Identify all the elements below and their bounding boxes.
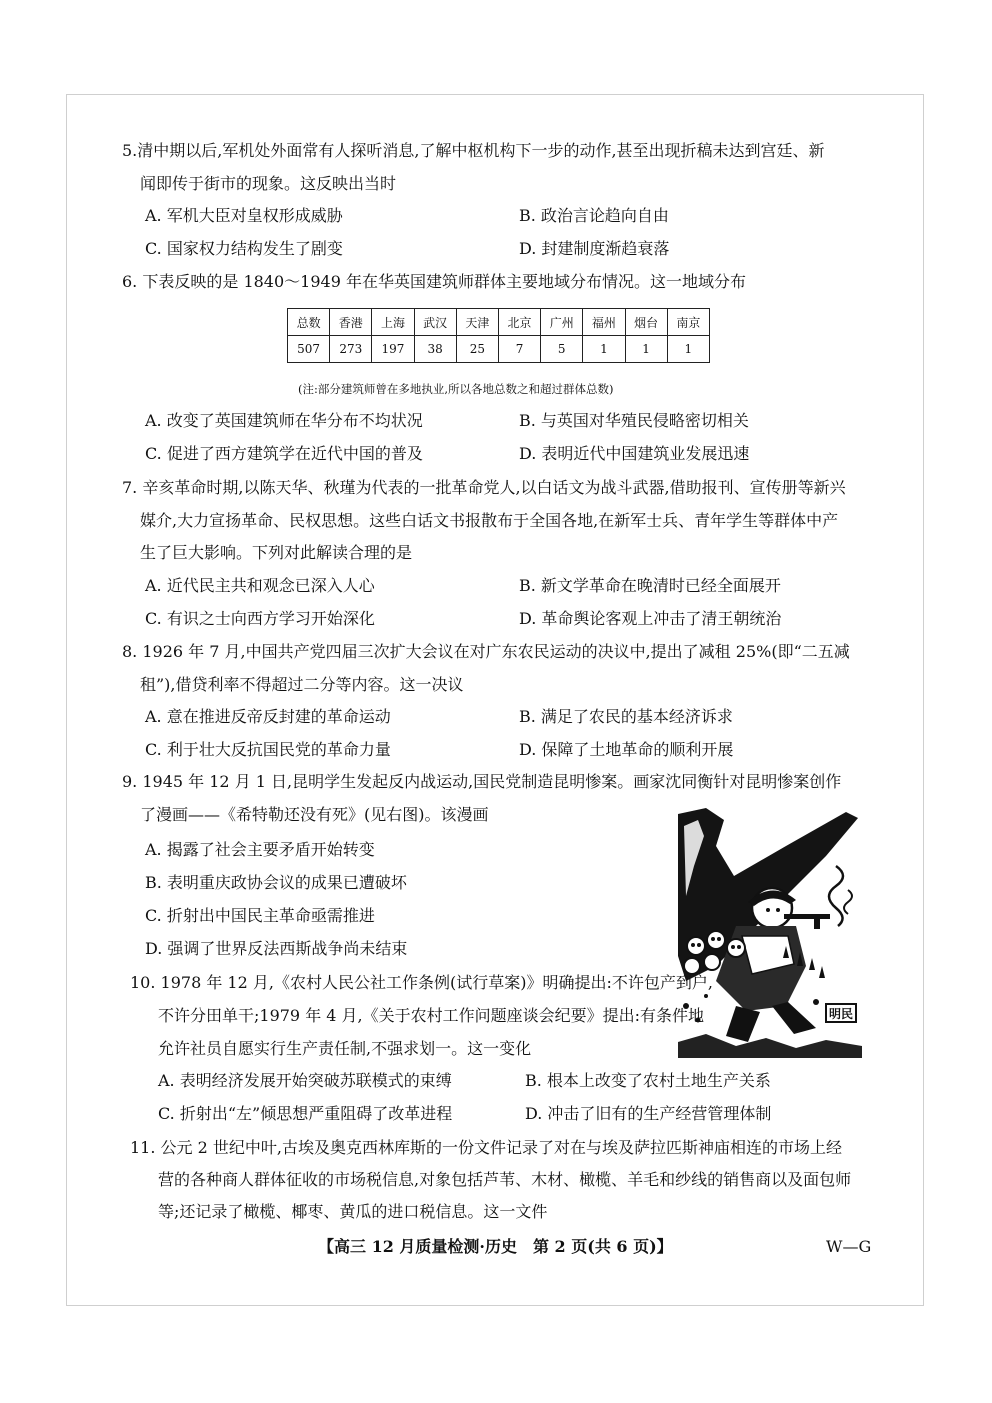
q9-option-c: C. 折射出中国民主革命亟需推进 — [145, 906, 375, 925]
table-cell: 25 — [456, 336, 498, 363]
q9-option-b: B. 表明重庆政协会议的成果已遭破坏 — [145, 873, 407, 892]
table-header-cell: 广州 — [541, 309, 583, 336]
q5-option-d: D. 封建制度渐趋衰落 — [519, 239, 670, 258]
paper-code: W—G — [826, 1237, 872, 1256]
q5-stem-line-1: 5.清中期以后,军机处外面常有人探听消息,了解中枢机构下一步的动作,甚至出现折稿未达到宫廷、新 — [122, 141, 825, 160]
q7-option-c: C. 有识之士向西方学习开始深化 — [145, 609, 375, 628]
q8-stem-line-1: 8. 1926 年 7 月,中国共产党四届三次扩大会议在对广东农民运动的决议中,提出了减租 25%(即“二五减 — [122, 642, 850, 661]
q8-option-a: A. 意在推进反帝反封建的革命运动 — [145, 707, 391, 726]
q10-option-a: A. 表明经济发展开始突破苏联模式的束缚 — [158, 1071, 452, 1090]
q6-option-a: A. 改变了英国建筑师在华分布不均状况 — [145, 411, 423, 430]
q11-stem-line-2: 营的各种商人群体征收的市场税信息,对象包括芦苇、木材、橄榄、羊毛和纱线的销售商以及面包师 — [158, 1170, 852, 1189]
q7-option-d: D. 革命舆论客观上冲击了清王朝统治 — [519, 609, 782, 628]
q5-option-b: B. 政治言论趋向自由 — [519, 206, 669, 225]
table-cell: 38 — [414, 336, 456, 363]
q6-option-d: D. 表明近代中国建筑业发展迅速 — [519, 444, 750, 463]
q8-option-d: D. 保障了土地革命的顺利开展 — [519, 740, 734, 759]
q10-stem-line-3: 允许社员自愿实行生产责任制,不强求划一。这一变化 — [158, 1039, 532, 1058]
q8-option-b: B. 满足了农民的基本经济诉求 — [519, 707, 733, 726]
q11-stem-line-3: 等;还记录了橄榄、椰枣、黄瓜的进口税信息。这一文件 — [158, 1202, 548, 1221]
q8-option-c: C. 利于壮大反抗国民党的革命力量 — [145, 740, 391, 759]
q9-option-a: A. 揭露了社会主要矛盾开始转变 — [145, 840, 375, 859]
q10-stem-line-2: 不许分田单干;1979 年 4 月,《关于农村工作问题座谈会纪要》提出:有条件地 — [158, 1006, 705, 1025]
table-header-cell: 香港 — [330, 309, 372, 336]
table-header-cell: 福州 — [583, 309, 625, 336]
table-header-cell: 武汉 — [414, 309, 456, 336]
q7-option-b: B. 新文学革命在晚清时已经全面展开 — [519, 576, 781, 595]
q6-stem-line-1: 6. 下表反映的是 1840～1949 年在华英国建筑师群体主要地域分布情况。这一地域分布 — [122, 272, 746, 291]
table-header-cell: 上海 — [372, 309, 414, 336]
q7-option-a: A. 近代民主共和观念已深入人心 — [145, 576, 375, 595]
hitler-cartoon-illustration — [676, 806, 864, 1058]
q7-stem-line-3: 生了巨大影响。下列对此解读合理的是 — [140, 543, 413, 562]
table-cell: 7 — [498, 336, 540, 363]
q7-stem-line-2: 媒介,大力宣扬革命、民权思想。这些白话文书报散布于全国各地,在新军士兵、青年学生等群体中产 — [140, 511, 839, 530]
table-cell: 273 — [330, 336, 372, 363]
q10-option-d: D. 冲击了旧有的生产经营管理体制 — [525, 1104, 772, 1123]
table-cell: 1 — [625, 336, 667, 363]
table-cell: 197 — [372, 336, 414, 363]
q8-stem-line-2: 租”),借贷利率不得超过二分等内容。这一决议 — [140, 675, 464, 694]
table-cell: 1 — [583, 336, 625, 363]
q9-stem-line-1: 9. 1945 年 12 月 1 日,昆明学生发起反内战运动,国民党制造昆明惨案。画家沈同衡针对昆明惨案创作 — [122, 772, 842, 791]
table-cell: 507 — [288, 336, 330, 363]
q10-option-c: C. 折射出“左”倾思想严重阻碍了改革进程 — [158, 1104, 453, 1123]
q9-stem-line-2: 了漫画——《希特勒还没有死》(见右图)。该漫画 — [140, 805, 489, 824]
q11-stem-line-1: 11. 公元 2 世纪中叶,古埃及奥克西林库斯的一份文件记录了对在与埃及萨拉匹斯神庙相连的市场上经 — [130, 1138, 842, 1157]
q6-table-note: (注:部分建筑师曾在多地执业,所以各地总数之和超过群体总数) — [298, 382, 614, 396]
table-header-row — [288, 309, 710, 336]
page-footer-title: 【高三 12 月质量检测·历史 第 2 页(共 6 页)】 — [318, 1237, 673, 1256]
q7-stem-line-1: 7. 辛亥革命时期,以陈天华、秋瑾为代表的一批革命党人,以白话文为战斗武器,借助报刊、宣传册等新兴 — [122, 478, 846, 497]
q5-stem-line-2: 闻即传于街市的现象。这反映出当时 — [140, 174, 397, 193]
q10-stem-line-1: 10. 1978 年 12 月,《农村人民公社工作条例(试行草案)》明确提出:不许包产到户, — [130, 973, 713, 992]
q9-option-d: D. 强调了世界反法西斯战争尚未结束 — [145, 939, 408, 958]
table-header-cell: 北京 — [498, 309, 540, 336]
table-header-cell: 烟台 — [625, 309, 667, 336]
q6-option-c: C. 促进了西方建筑学在近代中国的普及 — [145, 444, 423, 463]
table-header-cell: 天津 — [456, 309, 498, 336]
table-header-cell: 总数 — [288, 309, 330, 336]
architect-distribution-table — [287, 308, 710, 363]
cartoon-stamp: 明民 — [828, 1007, 854, 1021]
table-header-cell: 南京 — [667, 309, 709, 336]
q10-option-b: B. 根本上改变了农村土地生产关系 — [525, 1071, 771, 1090]
q6-option-b: B. 与英国对华殖民侵略密切相关 — [519, 411, 749, 430]
q5-option-c: C. 国家权力结构发生了剧变 — [145, 239, 343, 258]
table-cell: 5 — [541, 336, 583, 363]
q5-option-a: A. 军机大臣对皇权形成威胁 — [145, 206, 343, 225]
table-cell: 1 — [667, 336, 709, 363]
table-row — [288, 336, 710, 363]
